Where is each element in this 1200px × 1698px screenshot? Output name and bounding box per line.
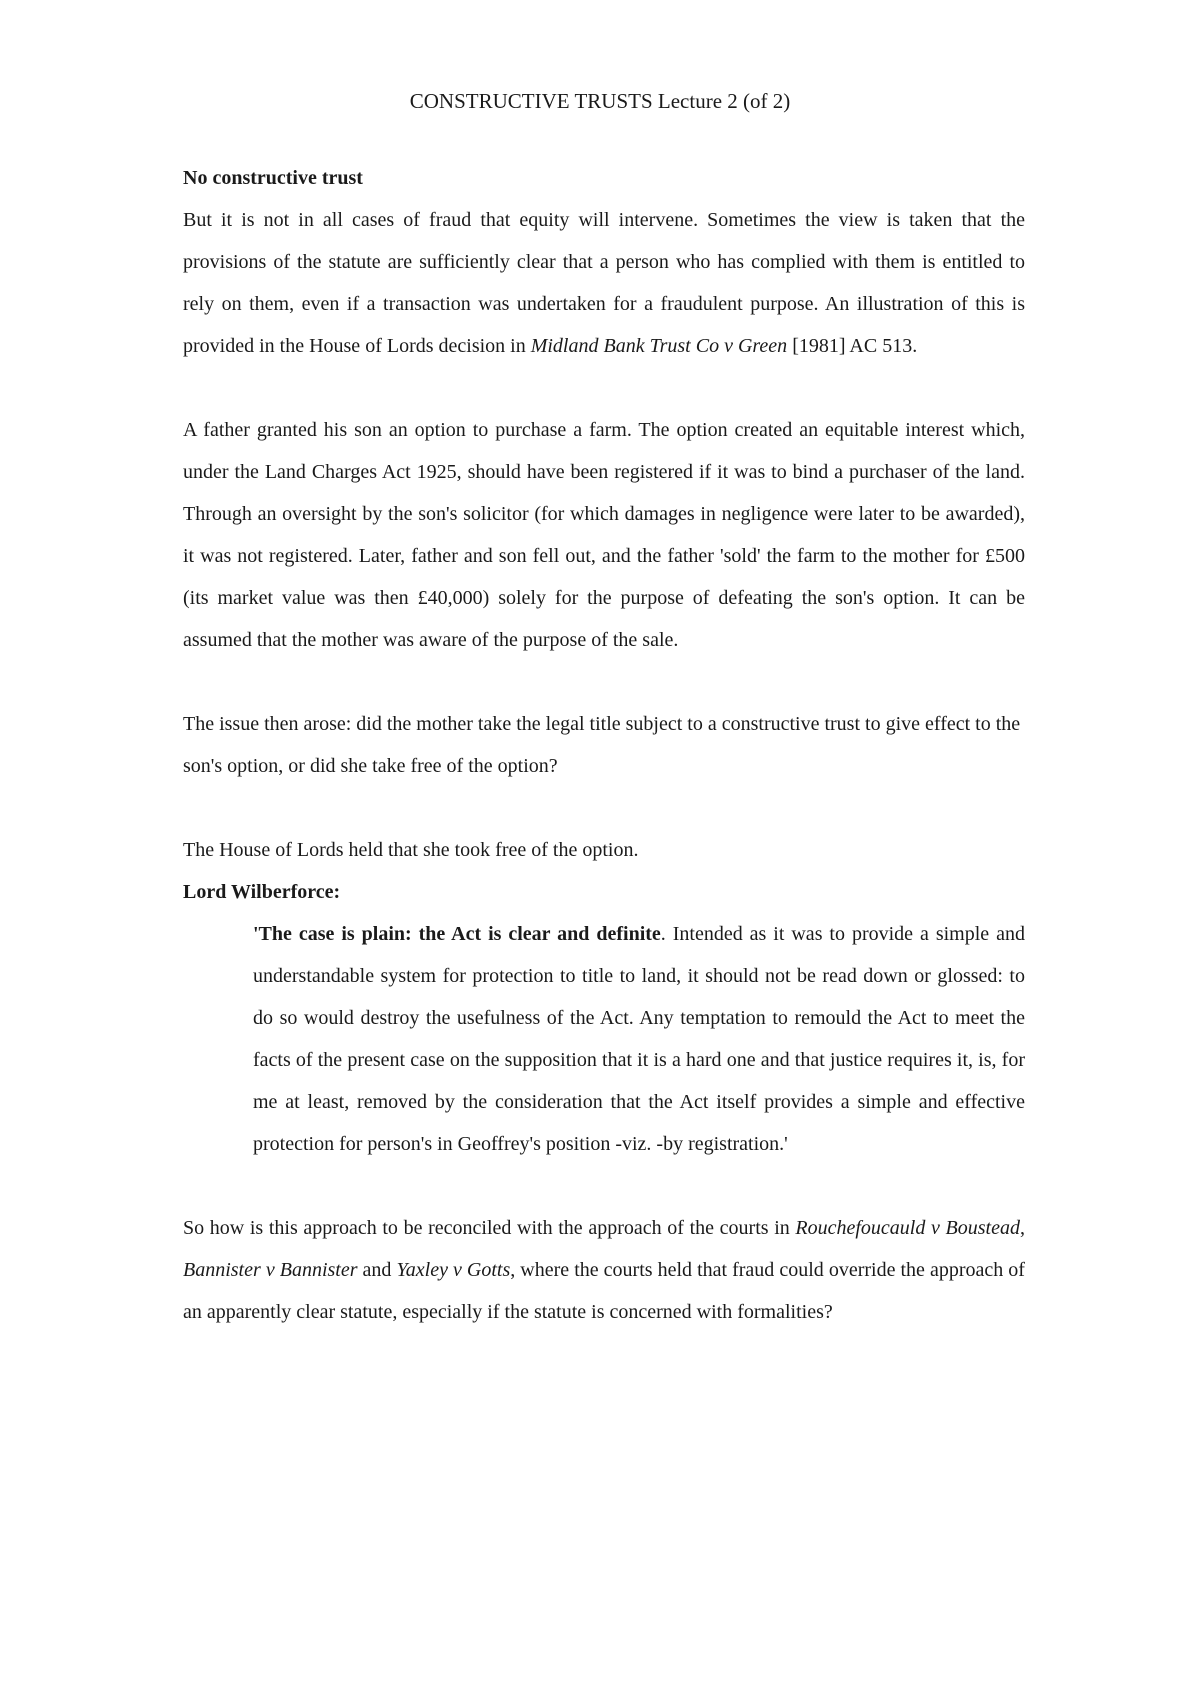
- case-citation-yaxley: Yaxley v Gotts: [396, 1259, 511, 1281]
- document-body: [183, 157, 1025, 1333]
- page-title: CONSTRUCTIVE TRUSTS Lecture 2 (of 2): [409, 89, 791, 113]
- case-citation-midland-bank: Midland Bank Trust Co v Green: [530, 335, 788, 357]
- judicial-quote: [183, 913, 1025, 1165]
- case-citation-bannister: Bannister v Bannister: [183, 1259, 358, 1281]
- paragraph-intro-citation: [1981] AC 513.: [787, 335, 918, 357]
- quote-emphasis: 'The case is plain: the Act is clear and definite: [253, 923, 661, 945]
- paragraph-issue: The issue then arose: did the mother take the legal title subject to a constructive trust to give effect to the son's option, or did she take free of the option?: [183, 713, 1021, 777]
- speaker-name: Lord Wilberforce:: [183, 881, 341, 903]
- paragraph-question: [183, 1207, 1025, 1333]
- paragraph-intro-text: But it is not in all cases of fraud that equity will intervene. Sometimes the view is taken that the provisions of the statute are sufficiently clear that a person who has complied with them is entitled to rely on them, even if a transaction was undertaken for a fraudulent purpose. An illustration of this is provided in the House of Lords decision in: [183, 209, 1025, 357]
- quote-text: . Intended as it was to provide a simple and understandable system for protection to title to land, it should not be read down or glossed: to do so would destroy the usefulness of the Act. Any temptation to remould the Act to meet the facts of the present case on the supposition that it is a hard one and that justice requires it, is, for me at least, removed by the consideration that the Act itself provides a simple and effective protection for person's in Geoffrey's position -viz. -by registration.': [253, 923, 1025, 1155]
- citation-separator: and: [357, 1259, 397, 1281]
- paragraph-holding: The House of Lords held that she took free of the option.: [183, 839, 639, 861]
- section-heading: No constructive trust: [183, 167, 363, 189]
- paragraph-question-end: , where the courts held that fraud could override the approach of an apparently clear statute, especially if the statute is concerned with formalities?: [183, 1259, 1025, 1323]
- case-citation-rouchefoucauld: Rouchefoucauld v Boustead: [795, 1217, 1020, 1239]
- citation-separator: ,: [1019, 1217, 1025, 1239]
- paragraph-question-text: So how is this approach to be reconciled with the approach of the courts in: [183, 1217, 796, 1239]
- paragraph-facts: A father granted his son an option to purchase a farm. The option created an equitable interest which, under the Land Charges Act 1925, should have been registered if it was to bind a purchaser of the land. Through an oversight by the son's solicitor (for which damages in negligence were later to be awarded), it was not registered. Later, father and son fell out, and the father 'sold' the farm to the mother for £500 (its market value was then £40,000) solely for the purpose of defeating the son's option. It can be assumed that the mother was aware of the purpose of the sale.: [183, 419, 1025, 651]
- paragraph-intro: [183, 199, 1025, 367]
